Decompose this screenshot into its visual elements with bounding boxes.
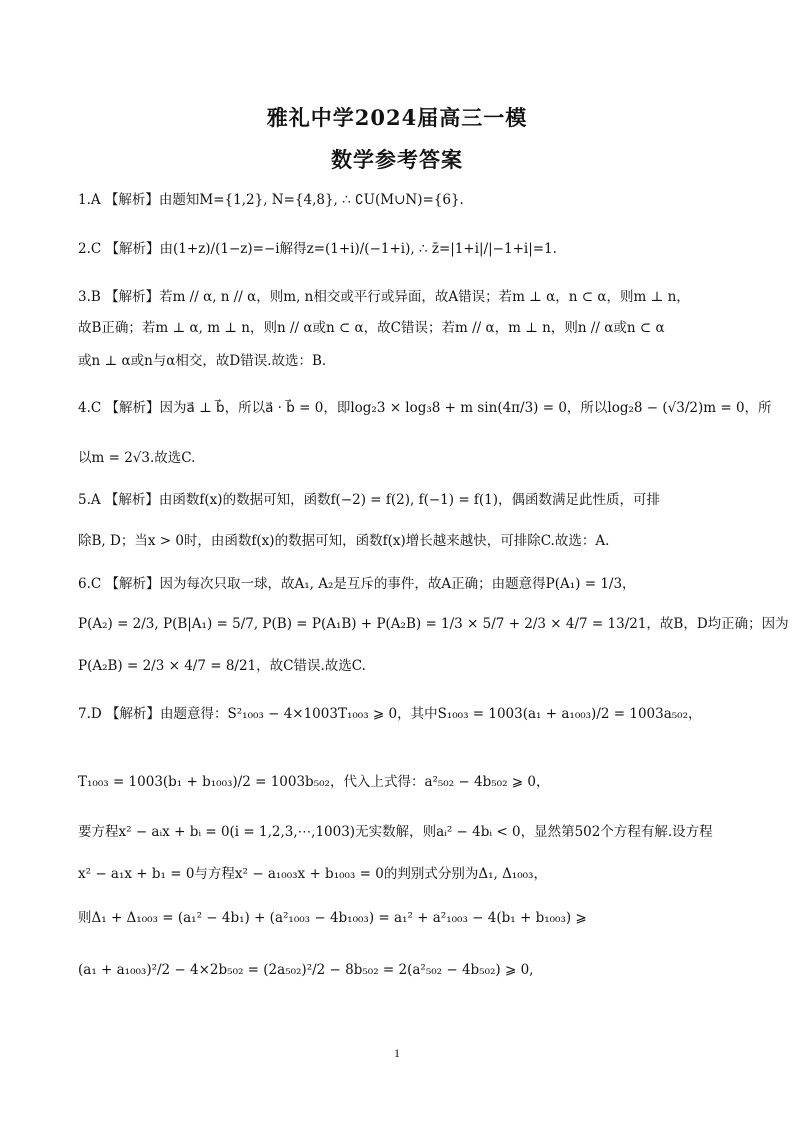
answer-5-line-1: 5.A 【解析】由函数f(x)的数据可知，函数f(−2) = f(2), f(−1) = f(1)，偶函数满足此性质，可排 [78,492,661,508]
page-title: 雅礼中学2024届高三一模 [266,105,528,130]
answer-1: 1.A 【解析】由题知M={1,2}, N={4,8}, ∴ ∁U(M∪N)={6}. [78,192,464,208]
answer-7-line-6: (a₁ + a₁₀₀₃)²/2 − 4×2b₅₀₂ = (2a₅₀₂)²/2 − 8b₅₀₂ = 2(a²₅₀₂ − 4b₅₀₂) ⩾ 0, [78,962,534,978]
answer-3-line-1: 3.B 【解析】若m // α, n // α，则m, n相交或平行或异面，故A错误；若m ⊥ α，n ⊂ α，则m ⊥ n， [78,289,690,305]
answer-6-line-2: P(A₂) = 2/3, P(B|A₁) = 5/7, P(B) = P(A₁B) + P(A₂B) = 1/3 × 5/7 + 2/3 × 4/7 = 13/21，故B，D均正确；因为 [78,616,789,632]
answer-3-line-2: 故B正确；若m ⊥ α, m ⊥ n，则n // α或n ⊂ α，故C错误；若m // α，m ⊥ n，则n // α或n ⊂ α [78,320,665,336]
page-subtitle: 数学参考答案 [331,147,463,172]
page-number: 1 [394,1046,400,1060]
answer-6-line-1: 6.C 【解析】因为每次只取一球，故A₁, A₂是互斥的事件，故A正确；由题意得P(A₁) = 1/3， [78,576,636,592]
answer-2: 2.C 【解析】由(1+z)/(1−z)=−i解得z=(1+i)/(−1+i), ∴ z̄=|1+i|/|−1+i|=1. [78,241,557,257]
answer-4-line-1: 4.C 【解析】因为a⃗ ⊥ b⃗，所以a⃗ · b⃗ = 0，即log₂3 × log₃8 + m sin(4π/3) = 0，所以log₂8 − (√3/2)m = 0，所 [78,400,772,416]
answer-7-line-4: x² − a₁x + b₁ = 0与方程x² − a₁₀₀₃x + b₁₀₀₃ = 0的判别式分别为Δ₁, Δ₁₀₀₃， [78,866,547,882]
answer-5-line-2: 除B, D；当x > 0时，由函数f(x)的数据可知，函数f(x)增长越来越快，可排除C.故选：A. [78,533,610,549]
answer-7-line-1: 7.D 【解析】由题意得：S²₁₀₀₃ − 4×1003T₁₀₀₃ ⩾ 0，其中S₁₀₀₃ = 1003(a₁ + a₁₀₀₃)/2 = 1003a₅₀₂， [78,706,702,722]
answer-4-line-2: 以m = 2√3.故选C. [78,450,196,466]
answer-7-line-3: 要方程x² − aᵢx + bᵢ = 0(i = 1,2,3,⋯,1003)无实数解，则aᵢ² − 4bᵢ < 0，显然第502个方程有解.设方程 [78,824,713,840]
answer-7-line-5: 则Δ₁ + Δ₁₀₀₃ = (a₁² − 4b₁) + (a²₁₀₀₃ − 4b₁₀₀₃) = a₁² + a²₁₀₀₃ − 4(b₁ + b₁₀₀₃) ⩾ [78,910,587,926]
answer-6-line-3: P(A₂B) = 2/3 × 4/7 = 8/21，故C错误.故选C. [78,658,366,674]
answer-3-line-3: 或n ⊥ α或n与α相交，故D错误.故选：B. [78,353,327,369]
answer-7-line-2: T₁₀₀₃ = 1003(b₁ + b₁₀₀₃)/2 = 1003b₅₀₂，代入上式得：a²₅₀₂ − 4b₅₀₂ ⩾ 0， [78,774,550,790]
